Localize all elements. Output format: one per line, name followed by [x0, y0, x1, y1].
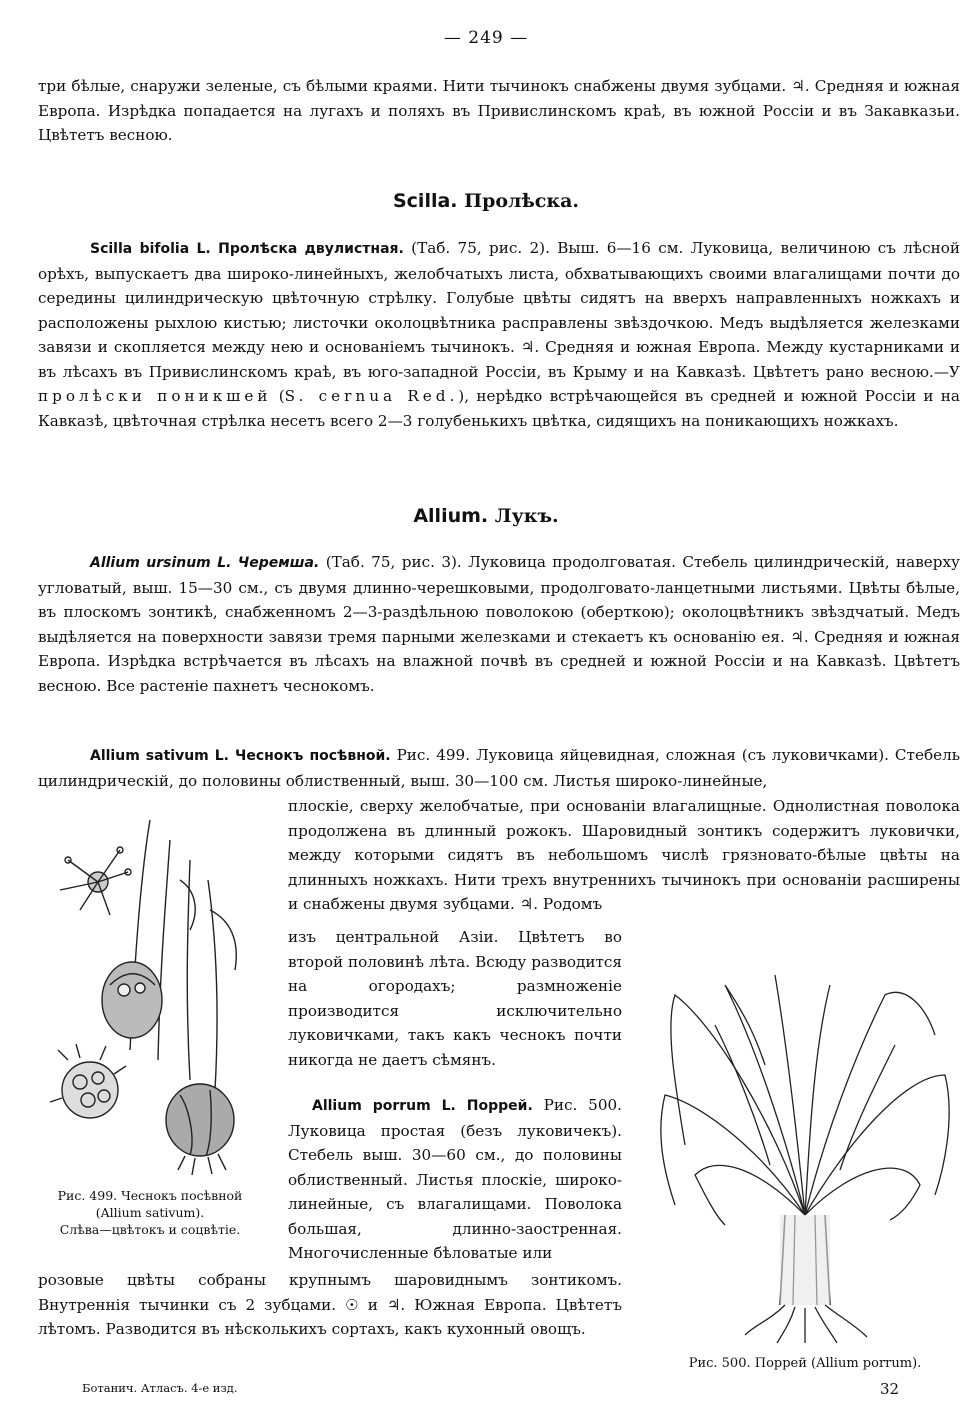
- scilla-text-2: (: [271, 387, 285, 405]
- allium-heading-ru: Лукъ.: [494, 505, 559, 527]
- scilla-cernua-latin: S. cernua Red.: [284, 387, 459, 405]
- leek-illustration: [655, 965, 960, 1345]
- allium-porrum-paragraph: [288, 1093, 622, 1266]
- fig-500-caption: Рис. 500. Поррей (Allium porrum).: [688, 1356, 922, 1371]
- garlic-illustration: [40, 820, 260, 1180]
- allium-sativum-term: Allium sativum L. Чеснокъ посѣвной.: [90, 748, 391, 764]
- allium-ursinum-text: (Таб. 75, рис. 3). Луковица продолговатая. Стебель цилиндрическій, наверху угловатый, выш. 15—30 см., съ двумя длинно-черешковыми, продолговато-ланцетными листьями. Цвѣты бѣлые, въ плоскомъ зонтикѣ, снабженномъ 2—3-раздѣльною поволокою (оберткою); околоцвѣтникъ звѣздчатый. Медъ выдѣляется на поверхности завязи тремя парными железками и стекаетъ къ основанію ея. ♃. Средняя и южная Европа. Изрѣдка встрѣчается въ лѣсахъ на влажной почвѣ въ средней и южной Россіи и на Кавказѣ. Цвѣтетъ весною. Все растеніе пахнетъ чеснокомъ.: [38, 553, 960, 695]
- scilla-heading-ru: Пролѣска.: [464, 190, 580, 212]
- page-number: — 249 —: [443, 28, 529, 48]
- allium-ursinum-paragraph: [38, 550, 960, 698]
- fig-499-caption: [30, 1187, 270, 1238]
- fig-499-caption-note: Слѣва—цвѣтокъ и соцвѣтіе.: [59, 1222, 241, 1237]
- scilla-text-1: (Таб. 75, рис. 2). Выш. 6—16 см. Луковица, величиною съ лѣсной орѣхъ, выпускаетъ два широко-линейныхъ, желобчатыхъ листа, обхватывающихъ своими влагалищами почти до середины цилиндрическую цвѣточную стрѣлку. Голубые цвѣты сидятъ на вверхъ направленныхъ ножкахъ и расположены рыхлою кистью; листочки околоцвѣтника расправлены звѣздочкою. Медъ выдѣляется железками завязи и скопляется между нею и основаніемъ тычинокъ. ♃. Средняя и южная Европа. Между кустарниками и въ лѣсахъ въ Привислинскомъ краѣ, въ юго-западной Россіи, въ Крыму и на Кавказѣ. Цвѣтетъ рано весною.—У: [38, 239, 960, 381]
- scilla-heading: [0, 190, 972, 212]
- scilla-cernua-ru: пролѣски поникшей: [38, 387, 272, 405]
- allium-porrum-continued: розовые цвѣты собраны крупнымъ шаровиднымъ зонтикомъ. Внутреннія тычинки съ 2 зубцами. ☉ и ♃. Южная Европа. Цвѣтетъ лѣтомъ. Разводится въ нѣсколькихъ сортахъ, какъ кухонный овощъ.: [38, 1271, 622, 1338]
- fig-499-caption-latin: (Allium sativum).: [95, 1205, 205, 1220]
- scilla-text-3: ), нерѣдко встрѣчающейся въ средней и южной Россіи и на Кавказѣ, цвѣточная стрѣлка несетъ всего 2—3 голубенькихъ цвѣтка, сидящихъ на поникающихъ ножкахъ.: [38, 387, 960, 430]
- allium-porrum-term: Allium porrum L. Поррей.: [312, 1098, 533, 1114]
- intro-paragraph: три бѣлые, снаружи зеленые, съ бѣлыми краями. Нити тычинокъ снабжены двумя зубцами. ♃. Средняя и южная Европа. Изрѣдка попадается на лугахъ и поляхъ въ Привислинскомъ краѣ, въ южной Россіи и въ Закавказьи. Цвѣтетъ весною.: [38, 77, 960, 144]
- scilla-paragraph: [38, 236, 960, 433]
- allium-sativum-line1: Рис. 499. Луковица яйцевидная, сложная (съ луковичками). Стебель цилиндрическій, до половины облиственный, выш. 30—100 см. Листья широко-линейные,: [38, 746, 960, 790]
- allium-porrum-text: Рис. 500. Луковица простая (безъ луковичекъ). Стебель выш. 30—60 см., до половины облиственный. Листья плоскіе, широко-линейные, съ влагалищами. Поволока большая, длинно-заостренная. Многочисленные бѣловатые или: [288, 1096, 622, 1262]
- footer-source: Ботанич. Атласъ. 4-е изд.: [82, 1381, 238, 1395]
- allium-heading: [0, 505, 972, 527]
- allium-ursinum-term: Allium ursinum L. Черемша.: [90, 555, 320, 571]
- footer-signature: 32: [880, 1380, 900, 1398]
- fig-499-caption-title: Рис. 499. Чеснокъ посѣвной: [57, 1188, 243, 1203]
- scilla-bifolia-term: Scilla bifolia L. Пролѣска двулистная.: [90, 241, 404, 257]
- allium-sativum-wrap-1: плоскіе, сверху желобчатые, при основаніи влагалищные. Однолистная поволока продолжена въ длинный рожокъ. Шаровидный зонтикъ содержитъ луковички, между которыми сидятъ въ небольшомъ числѣ грязновато-бѣлые цвѣты на длинныхъ ножкахъ. Нити трехъ внутреннихъ тычинокъ при основаніи расширены и снабжены двумя зубцами. ♃. Родомъ: [288, 797, 960, 913]
- allium-sativum-intro: [38, 743, 960, 793]
- allium-sativum-wrap-2: изъ центральной Азіи. Цвѣтетъ во второй половинѣ лѣта. Всюду разводится на огородахъ; размноженіе производится исключительно луковичками, такъ какъ чеснокъ почти никогда не даетъ сѣмянъ.: [288, 928, 622, 1069]
- allium-heading-latin: Allium.: [413, 505, 489, 527]
- scilla-heading-latin: Scilla.: [392, 190, 458, 212]
